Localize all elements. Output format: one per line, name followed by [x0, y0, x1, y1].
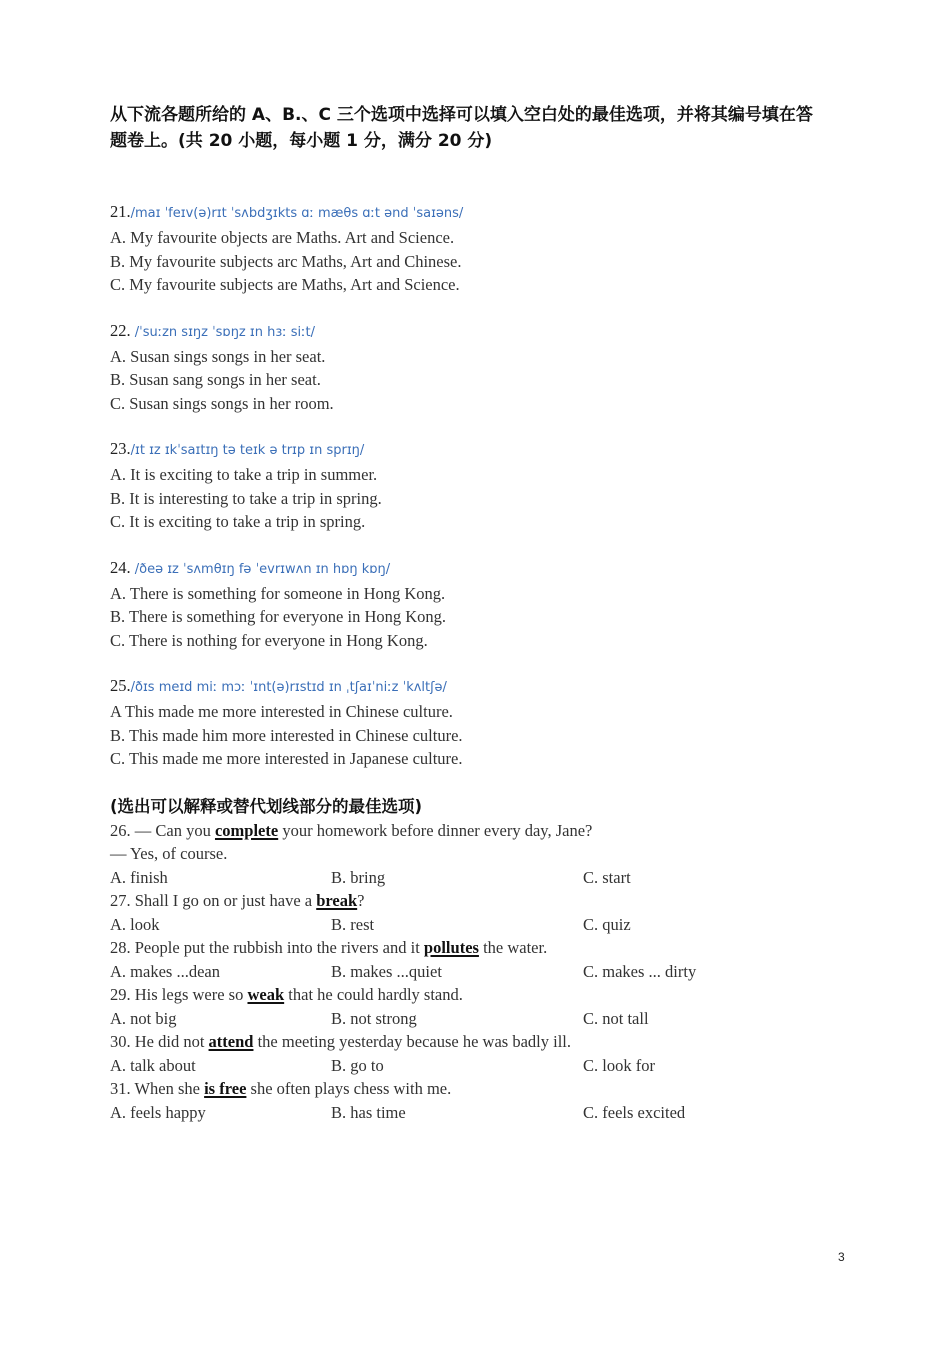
- exam-page: [110, 102, 850, 1124]
- option-a: A. look: [110, 914, 160, 934]
- option-b: B. Susan sang songs in her seat.: [110, 370, 321, 389]
- option-c: C. My favourite subjects are Maths, Art and Science.: [110, 275, 460, 294]
- section-title: (选出可以解释或替代划线部分的最佳选项): [110, 796, 423, 816]
- stem-text: 27. Shall I go on or just have a: [110, 891, 317, 910]
- option-b: B. There is something for everyone in Hong Kong.: [110, 607, 447, 626]
- stem-text: ?: [357, 891, 365, 910]
- option-a: A. feels happy: [110, 1102, 206, 1122]
- underlined-word: pollutes: [423, 938, 479, 957]
- option-c: C. makes ... dirty: [583, 961, 697, 981]
- stem-text: the meeting yesterday because he was badly ill.: [253, 1032, 571, 1051]
- underlined-word: is free: [204, 1079, 247, 1098]
- question-29-options: [110, 1007, 850, 1031]
- underlined-word: break: [316, 891, 358, 910]
- page-number: 3: [838, 1250, 845, 1264]
- option-b: B. My favourite subjects arc Maths, Art and Chinese.: [110, 251, 462, 271]
- stem-text: 30. He did not: [110, 1032, 209, 1051]
- question-number: 23.: [110, 439, 131, 458]
- question-22: [110, 319, 850, 416]
- question-23: [110, 437, 850, 534]
- stem-text: the water.: [478, 938, 548, 957]
- question-28-stem: [110, 936, 850, 960]
- question-24: [110, 556, 850, 653]
- question-31-options: [110, 1101, 850, 1125]
- question-number: 22.: [110, 320, 135, 340]
- option-b: B. rest: [331, 914, 375, 934]
- stem-text: she often plays chess with me.: [246, 1079, 452, 1098]
- question-30-stem: [110, 1030, 850, 1054]
- option-b: B. go to: [331, 1055, 384, 1075]
- option-c: C. feels excited: [583, 1102, 686, 1122]
- option-c: C. quiz: [583, 914, 631, 934]
- option-a: A. finish: [110, 867, 168, 887]
- phonetic-transcription: /ˈsuːzn sɪŋz ˈsɒŋz ɪn hɜː siːt/: [134, 324, 315, 340]
- question-30-options: [110, 1054, 850, 1078]
- option-c: C. This made me more interested in Japanese culture.: [110, 749, 463, 768]
- question-31-stem: [110, 1077, 850, 1101]
- question-21: [110, 200, 850, 297]
- instruction-line-1: 从下流各题所给的 A、B.、C 三个选项中选择可以填入空白处的最佳选项，并将其编号填在答: [110, 105, 813, 125]
- question-29-stem: [110, 983, 850, 1007]
- option-b: B. not strong: [331, 1008, 417, 1028]
- stem-text: 26. — Can you: [110, 820, 215, 840]
- option-a: A. talk about: [110, 1055, 196, 1075]
- option-b: B. This made him more interested in Chinese culture.: [110, 725, 463, 745]
- question-28-options: [110, 960, 850, 984]
- underlined-word: weak: [247, 985, 285, 1004]
- phonetic-transcription: /ðɪs meɪd miː mɔː ˈɪnt(ə)rɪstɪd ɪn ˌtʃaɪˈniːz ˈkʌltʃə/: [130, 680, 447, 695]
- option-a: A. It is exciting to take a trip in summer.: [110, 465, 378, 484]
- option-c: C. It is exciting to take a trip in spring.: [110, 512, 366, 531]
- option-a: A. not big: [110, 1008, 177, 1028]
- question-27-options: [110, 913, 850, 937]
- option-a: A This made me more interested in Chinese culture.: [110, 702, 453, 721]
- question-number: 25.: [110, 676, 131, 695]
- stem-text: 28. People put the rubbish into the rivers and it: [110, 938, 424, 957]
- option-c: C. not tall: [583, 1008, 649, 1028]
- stem-text: 31. When she: [110, 1079, 205, 1098]
- option-c: C. Susan sings songs in her room.: [110, 393, 334, 413]
- option-c: C. There is nothing for everyone in Hong Kong.: [110, 630, 428, 650]
- question-26-reply: — Yes, of course.: [110, 844, 228, 863]
- phonetic-transcription: /ðeə ɪz ˈsʌmθɪŋ fə ˈevrɪwʌn ɪn hɒŋ kɒŋ/: [134, 561, 391, 577]
- underlined-word: attend: [208, 1032, 254, 1051]
- option-a: A. There is something for someone in Hong Kong.: [110, 583, 446, 603]
- option-a: A. My favourite objects are Maths. Art and Science.: [110, 228, 455, 247]
- option-b: B. It is interesting to take a trip in spring.: [110, 488, 382, 508]
- option-a: A. makes ...dean: [110, 961, 220, 981]
- vocab-section: [110, 795, 850, 1125]
- option-b: B. has time: [331, 1102, 406, 1122]
- question-number: 24.: [110, 557, 135, 577]
- stem-text: your homework before dinner every day, Jane?: [278, 820, 593, 840]
- underlined-word: complete: [214, 820, 279, 840]
- option-a: A. Susan sings songs in her seat.: [110, 346, 326, 366]
- phonetic-transcription: /maɪ ˈfeɪv(ə)rɪt ˈsʌbdʒɪkts ɑː mæθs ɑːt ənd ˈsaɪəns/: [130, 206, 464, 221]
- question-26-options: [110, 866, 850, 890]
- option-c: C. start: [583, 867, 631, 887]
- stem-text: that he could hardly stand.: [284, 985, 463, 1004]
- phonetic-transcription: /ɪt ɪz ɪkˈsaɪtɪŋ tə teɪk ə trɪp ɪn sprɪŋ/: [130, 443, 365, 458]
- question-25: [110, 674, 850, 771]
- question-26-stem: [110, 819, 850, 843]
- question-27-stem: [110, 889, 850, 913]
- option-b: B. makes ...quiet: [331, 961, 442, 981]
- instruction-line-2: 题卷上。(共 20 小题，每小题 1 分，满分 20 分): [110, 131, 493, 151]
- stem-text: 29. His legs were so: [110, 985, 248, 1004]
- question-number: 21.: [110, 202, 131, 221]
- option-b: B. bring: [331, 867, 386, 887]
- option-c: C. look for: [583, 1055, 655, 1075]
- instruction: [110, 102, 850, 154]
